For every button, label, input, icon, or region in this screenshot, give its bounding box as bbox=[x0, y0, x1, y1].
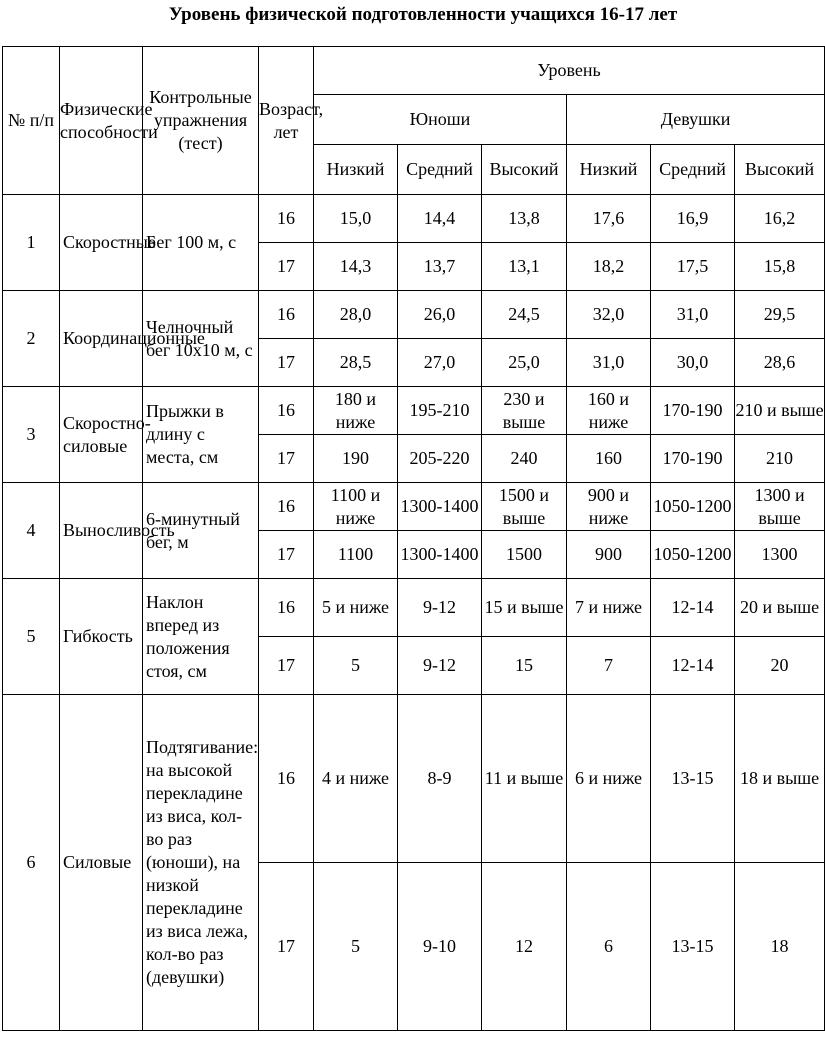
value-cell: 14,3 bbox=[314, 243, 398, 291]
value-cell: 6 bbox=[567, 863, 651, 1031]
value-cell: 11 и выше bbox=[482, 695, 567, 863]
value-cell: 27,0 bbox=[398, 339, 482, 387]
row-number: 1 bbox=[3, 195, 60, 291]
value-cell: 5 bbox=[314, 863, 398, 1031]
value-cell: 15 и выше bbox=[482, 579, 567, 637]
fitness-table bbox=[2, 46, 825, 1031]
value-cell: 28,5 bbox=[314, 339, 398, 387]
row-age: 17 bbox=[259, 637, 314, 695]
value-cell: 17,5 bbox=[651, 243, 735, 291]
value-cell: 13-15 bbox=[651, 863, 735, 1031]
value-cell: 13-15 bbox=[651, 695, 735, 863]
header-age: Возраст, лет bbox=[259, 47, 314, 195]
header-girls-mid: Средний bbox=[651, 145, 735, 195]
value-cell: 13,8 bbox=[482, 195, 567, 243]
value-cell: 7 bbox=[567, 637, 651, 695]
table-row bbox=[3, 291, 825, 339]
row-ability: Скоростные bbox=[60, 195, 143, 291]
row-test: Прыжки в длину с места, см bbox=[143, 387, 259, 483]
value-cell: 31,0 bbox=[651, 291, 735, 339]
value-cell: 13,1 bbox=[482, 243, 567, 291]
value-cell: 16,9 bbox=[651, 195, 735, 243]
row-ability: Силовые bbox=[60, 695, 143, 1031]
value-cell: 900 и ниже bbox=[567, 483, 651, 531]
header-girls-low: Низкий bbox=[567, 145, 651, 195]
table-row bbox=[3, 483, 825, 531]
row-test: Бег 100 м, с bbox=[143, 195, 259, 291]
row-test: Челночный бег 10х10 м, с bbox=[143, 291, 259, 387]
row-ability: Координационные bbox=[60, 291, 143, 387]
value-cell: 13,7 bbox=[398, 243, 482, 291]
row-age: 16 bbox=[259, 387, 314, 435]
value-cell: 1050-1200 bbox=[651, 483, 735, 531]
row-number: 5 bbox=[3, 579, 60, 695]
header-test: Контрольные упражнения (тест) bbox=[143, 47, 259, 195]
table-row bbox=[3, 579, 825, 637]
value-cell: 8-9 bbox=[398, 695, 482, 863]
row-age: 16 bbox=[259, 695, 314, 863]
value-cell: 180 и ниже bbox=[314, 387, 398, 435]
value-cell: 15 bbox=[482, 637, 567, 695]
value-cell: 24,5 bbox=[482, 291, 567, 339]
value-cell: 210 и выше bbox=[735, 387, 825, 435]
header-boys-low: Низкий bbox=[314, 145, 398, 195]
value-cell: 4 и ниже bbox=[314, 695, 398, 863]
value-cell: 20 bbox=[735, 637, 825, 695]
row-ability: Выносливость bbox=[60, 483, 143, 579]
value-cell: 1500 и выше bbox=[482, 483, 567, 531]
row-number: 3 bbox=[3, 387, 60, 483]
header-boys: Юноши bbox=[314, 95, 567, 145]
value-cell: 26,0 bbox=[398, 291, 482, 339]
value-cell: 18 bbox=[735, 863, 825, 1031]
table-row bbox=[3, 387, 825, 435]
table-row bbox=[3, 195, 825, 243]
table-row bbox=[3, 695, 825, 863]
header-boys-high: Высокий bbox=[482, 145, 567, 195]
row-test: Наклон вперед из положения стоя, см bbox=[143, 579, 259, 695]
value-cell: 20 и выше bbox=[735, 579, 825, 637]
value-cell: 1100 и ниже bbox=[314, 483, 398, 531]
value-cell: 195-210 bbox=[398, 387, 482, 435]
value-cell: 28,0 bbox=[314, 291, 398, 339]
row-number: 6 bbox=[3, 695, 60, 1031]
value-cell: 9-10 bbox=[398, 863, 482, 1031]
row-age: 17 bbox=[259, 863, 314, 1031]
header-num: № п/п bbox=[3, 47, 60, 195]
row-age: 16 bbox=[259, 579, 314, 637]
value-cell: 30,0 bbox=[651, 339, 735, 387]
value-cell: 5 bbox=[314, 637, 398, 695]
value-cell: 170-190 bbox=[651, 435, 735, 483]
value-cell: 32,0 bbox=[567, 291, 651, 339]
value-cell: 12 bbox=[482, 863, 567, 1031]
value-cell: 9-12 bbox=[398, 579, 482, 637]
row-age: 17 bbox=[259, 531, 314, 579]
value-cell: 29,5 bbox=[735, 291, 825, 339]
value-cell: 1050-1200 bbox=[651, 531, 735, 579]
value-cell: 14,4 bbox=[398, 195, 482, 243]
row-ability: Гибкость bbox=[60, 579, 143, 695]
value-cell: 240 bbox=[482, 435, 567, 483]
header-boys-mid: Средний bbox=[398, 145, 482, 195]
value-cell: 160 bbox=[567, 435, 651, 483]
row-age: 17 bbox=[259, 243, 314, 291]
header-girls: Девушки bbox=[567, 95, 825, 145]
row-age: 17 bbox=[259, 339, 314, 387]
row-number: 2 bbox=[3, 291, 60, 387]
header-ability: Физические способности bbox=[60, 47, 143, 195]
value-cell: 1500 bbox=[482, 531, 567, 579]
header-girls-high: Высокий bbox=[735, 145, 825, 195]
row-age: 16 bbox=[259, 195, 314, 243]
value-cell: 15,8 bbox=[735, 243, 825, 291]
value-cell: 5 и ниже bbox=[314, 579, 398, 637]
value-cell: 900 bbox=[567, 531, 651, 579]
value-cell: 160 и ниже bbox=[567, 387, 651, 435]
value-cell: 31,0 bbox=[567, 339, 651, 387]
value-cell: 1300-1400 bbox=[398, 483, 482, 531]
value-cell: 205-220 bbox=[398, 435, 482, 483]
value-cell: 28,6 bbox=[735, 339, 825, 387]
value-cell: 15,0 bbox=[314, 195, 398, 243]
value-cell: 210 bbox=[735, 435, 825, 483]
value-cell: 16,2 bbox=[735, 195, 825, 243]
row-age: 16 bbox=[259, 483, 314, 531]
value-cell: 230 и выше bbox=[482, 387, 567, 435]
value-cell: 1300-1400 bbox=[398, 531, 482, 579]
value-cell: 18,2 bbox=[567, 243, 651, 291]
value-cell: 25,0 bbox=[482, 339, 567, 387]
row-test: 6-минутный бег, м bbox=[143, 483, 259, 579]
row-age: 16 bbox=[259, 291, 314, 339]
value-cell: 17,6 bbox=[567, 195, 651, 243]
value-cell: 170-190 bbox=[651, 387, 735, 435]
row-test: Подтягивание: на высокой перекладине из виса, кол-во раз (юноши), на низкой перекладине из виса лежа, кол-во раз (девушки) bbox=[143, 695, 259, 1031]
value-cell: 190 bbox=[314, 435, 398, 483]
row-number: 4 bbox=[3, 483, 60, 579]
row-ability: Скоростно-силовые bbox=[60, 387, 143, 483]
value-cell: 7 и ниже bbox=[567, 579, 651, 637]
page-title: Уровень физической подготовленности учащихся 16-17 лет bbox=[168, 4, 678, 25]
value-cell: 6 и ниже bbox=[567, 695, 651, 863]
row-age: 17 bbox=[259, 435, 314, 483]
value-cell: 18 и выше bbox=[735, 695, 825, 863]
header-level: Уровень bbox=[314, 47, 825, 95]
value-cell: 12-14 bbox=[651, 637, 735, 695]
value-cell: 1300 bbox=[735, 531, 825, 579]
value-cell: 1100 bbox=[314, 531, 398, 579]
value-cell: 1300 и выше bbox=[735, 483, 825, 531]
value-cell: 12-14 bbox=[651, 579, 735, 637]
value-cell: 9-12 bbox=[398, 637, 482, 695]
